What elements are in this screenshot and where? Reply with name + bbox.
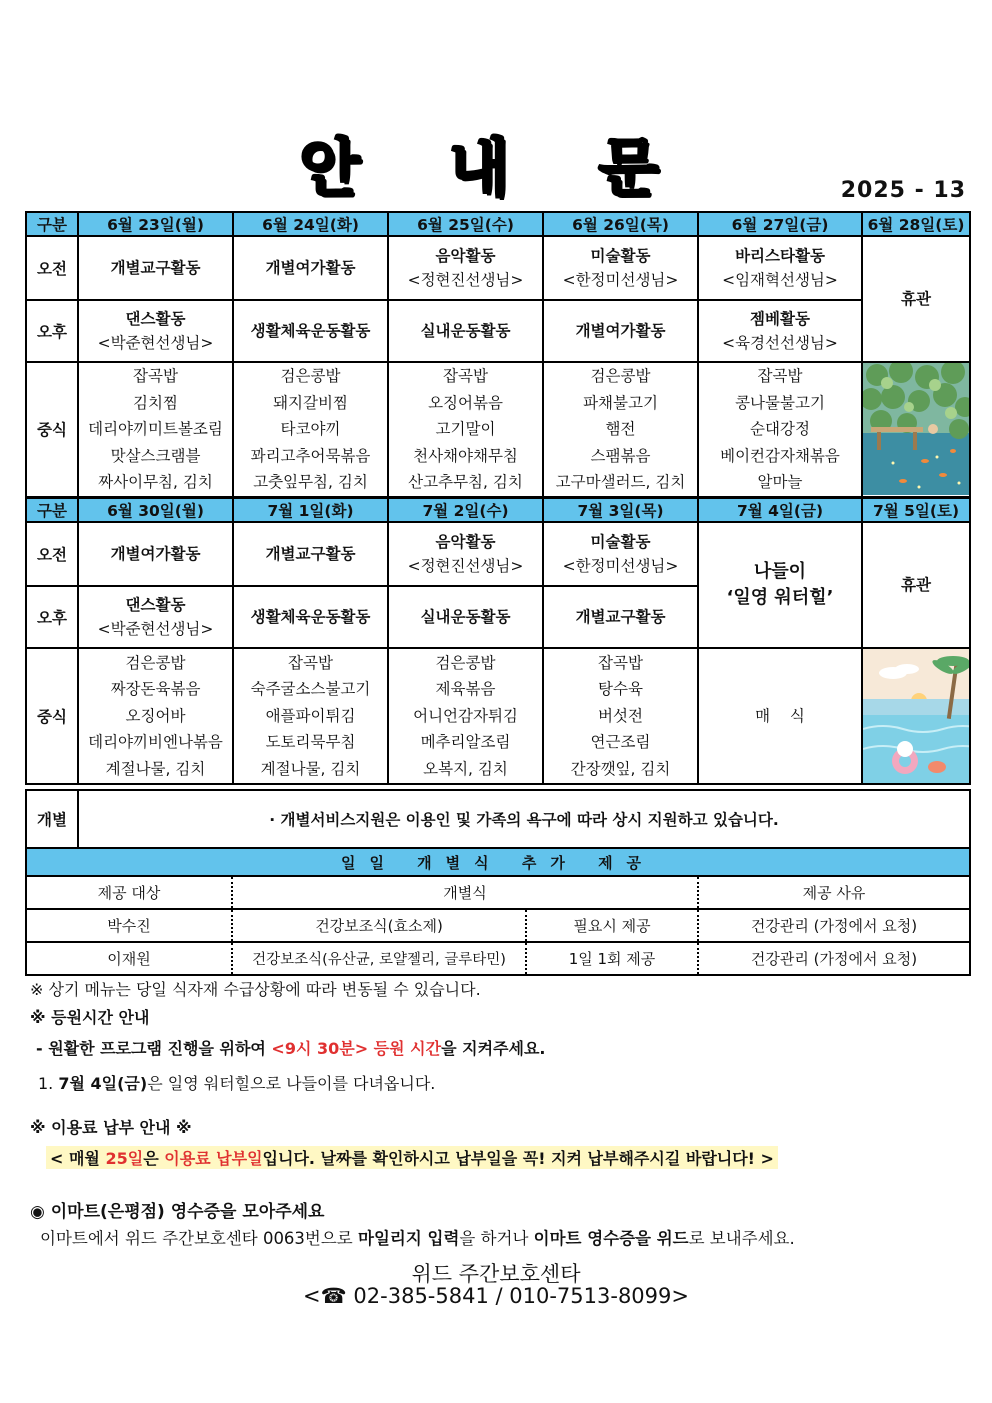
activity-name: 개별교구활동	[575, 608, 666, 626]
header-cell: 6월 27일(금)	[698, 212, 862, 236]
menu-item: 잡곡밥	[133, 367, 178, 385]
activity-cell	[388, 522, 543, 586]
menu-cell	[233, 648, 388, 784]
outing-cell	[698, 522, 862, 648]
menu-item: 제육볶음	[435, 680, 496, 699]
beach-pool-illustration	[862, 648, 970, 784]
menu-item: 연근조림	[590, 733, 651, 752]
header-cell: 제공 대상	[26, 876, 232, 909]
garden-pond-illustration	[862, 362, 970, 497]
menu-item: 파채불고기	[583, 393, 658, 412]
teacher-name: <박준현선생님>	[97, 334, 214, 352]
header-cell: 7월 3일(목)	[543, 498, 698, 522]
menu-cell	[698, 362, 862, 497]
meal-type: 건강보조식(유산균, 로얄젤리, 글루타민)	[232, 942, 526, 975]
header-cell: 7월 5일(토)	[862, 498, 970, 522]
recipient-name: 박수진	[26, 909, 232, 942]
week1-lunch-row	[26, 362, 970, 497]
week2-schedule-table	[25, 497, 971, 785]
menu-item: 스팸볶음	[590, 446, 651, 465]
menu-item: 타코야끼	[280, 420, 341, 438]
activity-name: 바리스타활동	[735, 247, 825, 265]
menu-item: 알마늘	[757, 473, 803, 491]
week2-am-row	[26, 522, 970, 586]
activity-name: 개별여가활동	[110, 545, 201, 563]
activity-cell	[233, 522, 388, 586]
header-cell: 7월 2일(수)	[388, 498, 543, 522]
activity-cell	[543, 236, 698, 300]
menu-item: 짜장돈육볶음	[110, 680, 201, 699]
activity-cell	[543, 300, 698, 362]
menu-item: 검은콩밥	[590, 367, 651, 385]
header-cell: 7월 4일(금)	[698, 498, 862, 522]
pond-image	[863, 363, 969, 495]
beach-image	[863, 649, 969, 783]
menu-cell	[543, 648, 698, 784]
menu-item: 간장깻잎, 김치	[570, 759, 671, 778]
activity-cell	[388, 300, 543, 362]
menu-item: 고춧잎무침, 김치	[253, 473, 368, 491]
emart-note	[40, 1225, 795, 1249]
am-label: 오전	[26, 522, 78, 586]
closed-cell: 휴관	[862, 522, 970, 648]
closed-cell: 휴관	[862, 236, 970, 362]
menu-item: 햄전	[605, 420, 636, 438]
teacher-name: <한정미선생님>	[562, 271, 679, 289]
activity-name: 미술활동	[590, 533, 651, 551]
eat-out-cell: 매 식	[698, 648, 862, 784]
header-cell: 6월 23일(월)	[78, 212, 233, 236]
activity-cell	[233, 236, 388, 300]
lunch-label: 중식	[26, 362, 78, 497]
activity-name: 음악활동	[435, 533, 496, 551]
activity-name: 실내운동활동	[420, 608, 511, 626]
outing-date: 7월 4일(금)	[58, 1074, 148, 1093]
menu-item: 계절나물, 김치	[105, 759, 206, 778]
activity-name: 젬베활동	[750, 310, 810, 328]
fee-note	[46, 1146, 778, 1169]
activity-cell	[543, 522, 698, 586]
activity-name: 댄스활동	[125, 596, 186, 614]
activity-cell	[78, 236, 233, 300]
menu-item: 꽈리고추어묵볶음	[250, 446, 371, 465]
menu-cell	[78, 648, 233, 784]
activity-name: 생활체육운동활동	[250, 322, 371, 340]
header-cell: 6월 30일(월)	[78, 498, 233, 522]
activity-cell	[78, 522, 233, 586]
menu-item: 오징어바	[125, 706, 186, 725]
outing-number: 1.	[38, 1074, 59, 1093]
menu-item: 어니언감자튀김	[413, 706, 518, 725]
header-cell: 6월 25일(수)	[388, 212, 543, 236]
am-label: 오전	[26, 236, 78, 300]
week1-am-row	[26, 236, 970, 300]
menu-cell	[388, 648, 543, 784]
center-phone: <☎ 02-385-5841 / 010-7513-8099>	[303, 1284, 689, 1308]
fee-text: < 매월	[50, 1149, 106, 1168]
week1-pm-row	[26, 300, 970, 362]
arrival-text: 을 지켜주세요.	[441, 1039, 546, 1058]
menu-item: 잡곡밥	[757, 367, 803, 385]
teacher-name: <정현진선생님>	[407, 271, 524, 289]
menu-item: 잡곡밥	[598, 653, 643, 672]
activity-cell	[698, 300, 862, 362]
outing-label: 나들이	[753, 561, 807, 582]
menu-cell	[233, 362, 388, 497]
menu-item: 계절나물, 김치	[260, 759, 361, 778]
activity-cell	[78, 586, 233, 648]
menu-item: 짜사이무침, 김치	[98, 473, 213, 491]
menu-item: 베이컨감자채볶음	[720, 446, 840, 465]
header-cell: 구분	[26, 498, 78, 522]
emart-title: ◉ 이마트(은평점) 영수증을 모아주세요	[30, 1202, 325, 1222]
activity-cell	[698, 236, 862, 300]
activity-name: 개별여가활동	[265, 259, 356, 277]
menu-item: 버섯전	[598, 706, 643, 725]
menu-item: 잡곡밥	[288, 653, 333, 672]
menu-item: 순대강정	[750, 420, 810, 438]
page-title: 안 내 문	[299, 131, 693, 204]
emart-bold: 이마트 영수증을 위드	[533, 1229, 689, 1248]
menu-item: 검은콩밥	[435, 653, 496, 672]
week1-header-row	[26, 212, 970, 236]
meal-frequency: 1일 1회 제공	[526, 942, 698, 975]
activity-name: 댄스활동	[125, 310, 186, 328]
extra-meal-header-row	[26, 876, 970, 909]
menu-cell	[388, 362, 543, 497]
activity-cell	[388, 236, 543, 300]
header-cell: 6월 28일(토)	[862, 212, 970, 236]
menu-item: 메추리알조림	[420, 733, 511, 752]
menu-item: 고기말이	[435, 420, 496, 438]
outing-place: ‘일영 워터힐’	[726, 587, 834, 608]
header-cell: 6월 24일(화)	[233, 212, 388, 236]
activity-name: 미술활동	[590, 247, 651, 265]
menu-item: 데리야끼비엔나볶음	[88, 733, 223, 752]
emart-bold: 마일리지 입력	[358, 1229, 460, 1248]
emart-text: 을 하거나	[459, 1229, 534, 1248]
meal-frequency: 필요시 제공	[526, 909, 698, 942]
activity-cell	[233, 300, 388, 362]
individual-label: 개별	[26, 790, 78, 848]
menu-item: 천사채야채무침	[413, 446, 518, 465]
teacher-name: <육경선선생님>	[722, 334, 838, 352]
menu-item: 탕수육	[598, 680, 643, 699]
extra-meal-table	[25, 847, 971, 976]
activity-cell	[543, 586, 698, 648]
meal-reason: 건강관리 (가정에서 요청)	[698, 909, 970, 942]
pm-label: 오후	[26, 300, 78, 362]
menu-item: 산고추무침, 김치	[408, 473, 523, 491]
activity-name: 음악활동	[435, 247, 496, 265]
outing-text: 은 일영 워터힐으로 나들이를 다녀옵니다.	[147, 1074, 436, 1093]
center-name: 위드 주간보호센타	[411, 1262, 581, 1286]
fee-day-label: 이용료 납부일	[164, 1149, 263, 1168]
lunch-label: 중식	[26, 648, 78, 784]
menu-item: 고구마샐러드, 김치	[555, 473, 686, 491]
teacher-name: <박준현선생님>	[97, 620, 214, 638]
fee-day: 25일	[105, 1149, 144, 1168]
activity-cell	[388, 586, 543, 648]
header-cell: 제공 사유	[698, 876, 970, 909]
menu-cell	[543, 362, 698, 497]
activity-cell	[233, 586, 388, 648]
menu-item: 검은콩밥	[125, 653, 186, 672]
menu-item: 김치찜	[133, 393, 178, 412]
header-cell: 7월 1일(화)	[233, 498, 388, 522]
emart-text: 이마트에서 위드 주간보호센타 0063번으로	[40, 1229, 358, 1248]
document-number: 2025 - 13	[840, 178, 966, 203]
meal-reason: 건강관리 (가정에서 요청)	[698, 942, 970, 975]
menu-cell	[78, 362, 233, 497]
arrival-text: - 원활한 프로그램 진행을 위하여	[36, 1039, 272, 1058]
teacher-name: <임재혁선생님>	[722, 271, 838, 289]
extra-meal-title: 일일 개별식 추가 제공	[26, 848, 970, 876]
menu-item: 콩나물불고기	[735, 393, 825, 412]
activity-name: 개별교구활동	[110, 259, 201, 277]
menu-item: 돼지갈비찜	[273, 393, 348, 412]
header-cell: 6월 26일(목)	[543, 212, 698, 236]
table-row	[26, 942, 970, 975]
recipient-name: 이재원	[26, 942, 232, 975]
activity-name: 실내운동활동	[420, 322, 511, 340]
menu-item: 맛살스크램블	[110, 446, 201, 465]
header-cell: 구분	[26, 212, 78, 236]
menu-item: 도토리묵무침	[265, 733, 356, 752]
individual-note: · 개별서비스지원은 이용인 및 가족의 욕구에 따라 상시 지원하고 있습니다.	[78, 790, 970, 848]
activity-name: 개별교구활동	[265, 545, 356, 563]
fee-title: ※ 이용료 납부 안내 ※	[30, 1118, 192, 1137]
activity-name: 생활체육운동활동	[250, 608, 371, 626]
activity-cell	[78, 300, 233, 362]
week1-schedule-table	[25, 211, 971, 498]
outing-note	[38, 1071, 435, 1094]
individual-service-table	[25, 789, 971, 849]
menu-item: 잡곡밥	[443, 367, 488, 385]
menu-item: 오복지, 김치	[423, 759, 508, 778]
menu-item: 검은콩밥	[280, 367, 341, 385]
teacher-name: <한정미선생님>	[562, 557, 679, 575]
menu-item: 숙주굴소스불고기	[250, 680, 371, 699]
menu-item: 데리야끼미트볼조림	[88, 420, 223, 438]
menu-item: 애플파이튀김	[265, 706, 356, 725]
header-cell: 개별식	[232, 876, 698, 909]
table-row	[26, 909, 970, 942]
week2-lunch-row	[26, 648, 970, 784]
menu-change-note: ※ 상기 메뉴는 당일 식자재 수급상황에 따라 변동될 수 있습니다.	[30, 980, 481, 999]
fee-text: 은	[143, 1149, 165, 1168]
emart-text: 로 보내주세요.	[688, 1229, 795, 1248]
activity-name: 개별여가활동	[575, 322, 666, 340]
week2-header-row	[26, 498, 970, 522]
fee-text: 입니다. 날짜를 확인하시고 납부일을 꼭! 지켜 납부해주시길 바랍니다! >	[262, 1149, 774, 1168]
arrival-note	[36, 1036, 545, 1059]
teacher-name: <정현진선생님>	[407, 557, 524, 575]
pm-label: 오후	[26, 586, 78, 648]
arrival-highlight: <9시 30분> 등원 시간	[271, 1039, 442, 1058]
arrival-title: ※ 등원시간 안내	[30, 1008, 150, 1027]
meal-type: 건강보조식(효소제)	[232, 909, 526, 942]
menu-item: 오징어볶음	[428, 393, 503, 412]
